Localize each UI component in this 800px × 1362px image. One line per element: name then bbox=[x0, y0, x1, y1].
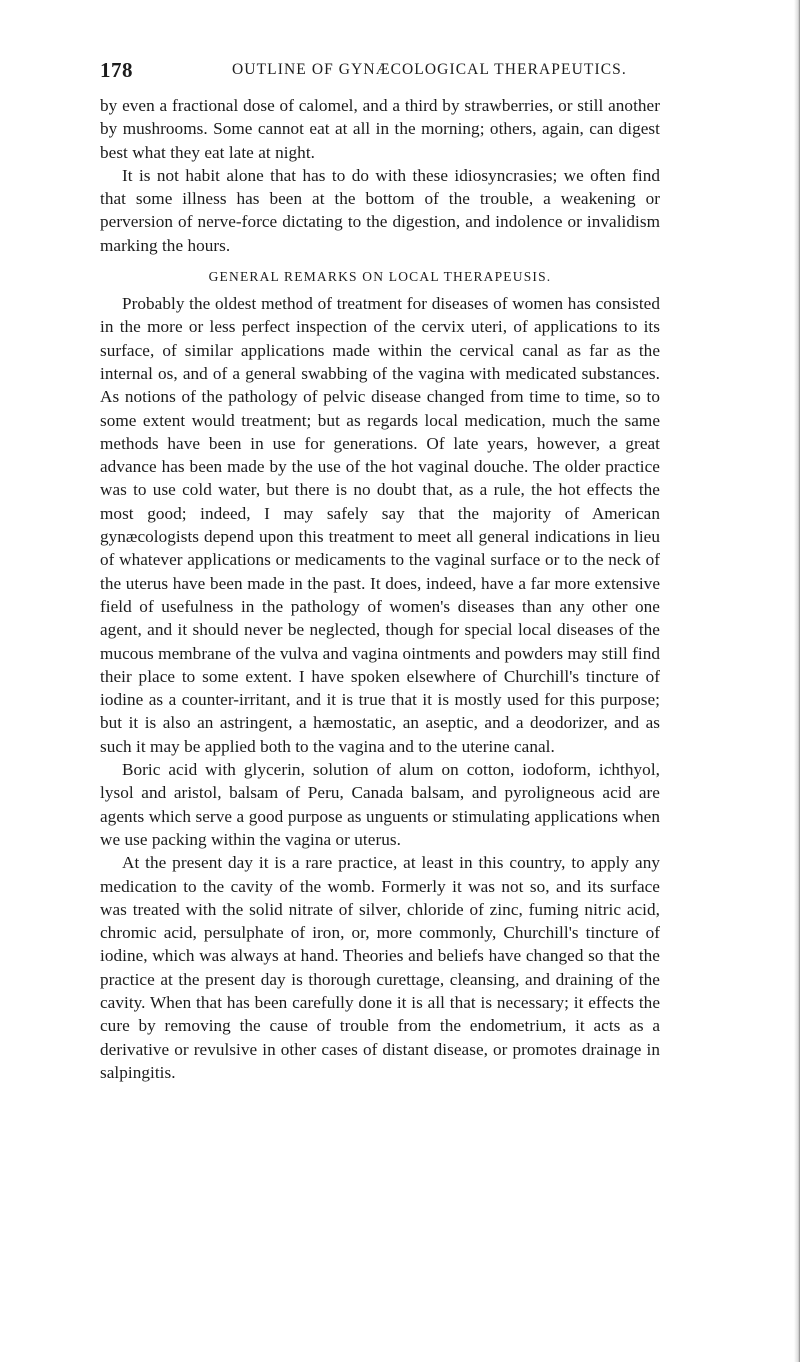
page-number: 178 bbox=[100, 58, 133, 82]
running-title: OUTLINE OF GYNÆCOLOGICAL THERAPEUTICS. bbox=[232, 61, 627, 78]
paragraph: Probably the oldest method of treatment for diseases of women has consisted in the more or less perfect inspection of the cervix uteri, of applications to its surface, of similar applications made within the cervical canal as far as the internal os, and of a general swabbing of the vagina with medicated substances. As notions of the pathology of pelvic disease changed from time to time, so to some extent would treatment; but as regards local medication, much the same methods have been in use for generations. Of late years, however, a great advance has been made by the use of the hot vaginal douche. The older practice was to use cold water, but there is no doubt that, as a rule, the hot effects the most good; indeed, I may safely say that the majority of American gynæcologists depend upon this treatment to meet all general indications in lieu of whatever applications or medicaments to the vaginal surface or to the neck of the uterus have been made in the past. It does, indeed, have a far more extensive field of usefulness in the pathology of women's diseases than any other one agent, and it should never be neglected, though for special local diseases of the mucous membrane of the vulva and vagina ointments and powders may still find their place to some extent. I have spoken elsewhere of Churchill's tincture of iodine as a counter-irritant, and it is true that it is mostly used for this purpose; but it is also an astringent, a hæmostatic, an aseptic, and a deodorizer, and as such it may be applied both to the vagina and to the uterine canal. bbox=[100, 294, 660, 756]
page-edge-shadow bbox=[794, 0, 800, 1362]
section-heading: GENERAL REMARKS ON LOCAL THERAPEUSIS. bbox=[208, 269, 552, 285]
paragraph: by even a fractional dose of calomel, and a third by strawberries, or still another by mushrooms. Some cannot eat at all in the morning; others, again, can digest best what they eat late at night. bbox=[100, 96, 660, 162]
paragraph: At the present day it is a rare practice, at least in this country, to apply any medication to the cavity of the womb. Formerly it was not so, and its surface was treated with the solid nitrate of silver, chloride of zinc, fuming nitric acid, chromic acid, persulphate of iron, or, more commonly, Churchill's tincture of iodine, which was always at hand. Theories and beliefs have changed so that the practice at the present day is thorough curettage, cleansing, and draining of the cavity. When that has been carefully done it is all that is necessary; it effects the cure by removing the cause of trouble from the endometrium, it acts as a derivative or revulsive in other cases of distant disease, or promotes drainage in salpingitis. bbox=[100, 853, 660, 1082]
paragraph: Boric acid with glycerin, solution of alum on cotton, iodoform, ichthyol, lysol and aristol, balsam of Peru, Canada balsam, and pyroligneous acid are agents which serve a good purpose as unguents or stimulating applications when we use packing within the vagina or uterus. bbox=[100, 760, 660, 849]
paragraph: It is not habit alone that has to do with these idiosyncrasies; we often find that some illness has been at the bottom of the trouble, a weakening or perversion of nerve-force dictating to the digestion, and indolence or invalidism marking the hours. bbox=[100, 165, 660, 255]
page-header bbox=[100, 58, 660, 82]
body-text bbox=[100, 94, 660, 1084]
